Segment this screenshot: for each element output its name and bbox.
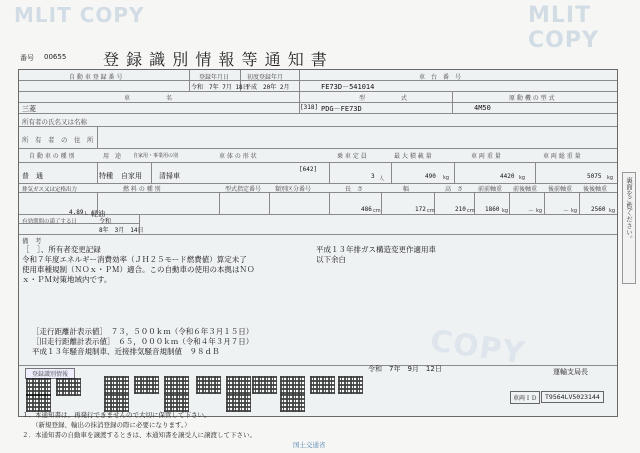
label-owner-address: 所 有 者 の 住 所 <box>22 136 94 144</box>
label-height: 高 さ <box>445 186 464 193</box>
label-length: 長 さ <box>345 186 364 193</box>
label-fuel-type: 燃 料 の 種 別 <box>123 186 161 193</box>
car-name: 三菱 <box>22 105 36 113</box>
width-unit: cm <box>427 208 435 214</box>
rear-rear-axle-unit: kg <box>609 208 616 214</box>
label-gross-weight: 車 両 総 重 量 <box>543 153 581 160</box>
registration-table <box>18 69 618 417</box>
vehicle-kind: 普 通 <box>22 172 43 180</box>
expiry-era: 令和 <box>99 218 112 225</box>
label-chassis-number: 車 台 番 号 <box>419 74 462 81</box>
footer-note-3: ２．本通知書の自動車を譲渡するときは、本通知書を譲受人に譲渡して下さい。 <box>22 431 256 439</box>
remarks-right-2: 以下余白 <box>316 255 346 264</box>
capacity: 3 <box>371 173 375 180</box>
use-private: 自家用 <box>121 172 142 180</box>
label-max-load: 最 大 積 載 量 <box>394 153 432 160</box>
remarks-line-4: ｘ・ＰＭ対策地域内です。 <box>22 275 112 284</box>
vehicle-id-value: T9564LV5023144 <box>541 391 604 403</box>
label-car-name: 車 名 <box>124 95 173 102</box>
front-rear-axle: － <box>528 208 535 215</box>
watermark-left: MLIT COPY <box>14 3 145 27</box>
label-emission: 排気ガス又は定格出力 <box>22 187 78 193</box>
registration-id-code-10 <box>310 376 335 394</box>
vehicle-weight: 4420 <box>500 173 515 180</box>
registration-id-code-11 <box>338 376 363 394</box>
rear-front-axle-unit: kg <box>571 208 578 214</box>
issue-date: 令和 7年 9月 12日 <box>368 365 442 373</box>
body-shape: 清掃車 <box>159 172 180 180</box>
emission-value: 4.89 <box>69 209 84 216</box>
label-registration-date: 登録年月日 <box>199 74 230 81</box>
use: 特種 <box>99 172 113 180</box>
registration-id-code-8 <box>252 376 277 394</box>
first-registration-date: 平成 20年 2月 <box>245 84 290 91</box>
ministry-mark: 国土交通省 <box>293 441 326 449</box>
rear-rear-axle: 2560 <box>591 206 606 213</box>
label-width: 幅 <box>403 186 410 193</box>
label-front-front-axle: 前前軸重 <box>478 186 503 193</box>
label-vehicle-kind: 自 動 車 の 種 別 <box>29 153 75 160</box>
registration-id-code-9 <box>280 376 305 394</box>
front-front-axle: 1860 <box>485 206 500 213</box>
capacity-unit: 人 <box>379 176 385 182</box>
number-label: 番号 <box>20 54 34 62</box>
watermark-center: COPY <box>428 323 528 372</box>
label-body-shape: 車 体 の 形 状 <box>219 153 257 160</box>
noise-regulation: 平成１３年騒音規制車、近接排気騒音規制値 ９８ｄＢ <box>32 347 220 356</box>
height: 210 <box>455 206 466 213</box>
engine-model: 4M50 <box>474 104 491 112</box>
label-model: 型 式 <box>359 95 408 102</box>
registration-id-code-5 <box>164 376 189 394</box>
registration-id-code-3 <box>104 376 129 394</box>
registration-id-code-7 <box>226 376 251 394</box>
remarks-line-2: 令和７年度エネルギー消費効率（ＪＨ２５モード燃費値）算定未了 <box>22 255 247 264</box>
odometer-current: ［走行距離計表示値］ ７３，５００ｋｍ（令和６年３月１５日） <box>32 327 254 336</box>
fuel-type: 軽油 <box>91 210 105 218</box>
footer-note-1: １．本通知書は、再発行できませんので大切に保管して下さい。 <box>22 411 211 419</box>
length: 486 <box>361 206 372 213</box>
label-rear-front-axle: 後前軸重 <box>548 186 573 193</box>
label-vehicle-weight: 車 両 重 量 <box>471 153 501 160</box>
rear-front-axle: － <box>563 208 570 215</box>
width: 172 <box>415 206 426 213</box>
odometer-previous: ［旧走行距離計表示値］ ６５，０００ｋｍ（令和４年３月７日） <box>32 337 254 346</box>
registration-id-code-14 <box>226 394 251 412</box>
label-use: 用 途 <box>103 153 122 160</box>
max-load-unit: kg <box>443 175 450 181</box>
emission-unit: L <box>85 211 88 217</box>
model: PDG－FE73D <box>321 105 362 113</box>
front-front-axle-unit: kg <box>502 208 509 214</box>
label-class-number: 類別区分番号 <box>275 186 312 193</box>
label-capacity: 乗 車 定 員 <box>337 153 367 160</box>
body-code: [642] <box>299 166 318 173</box>
chassis-number: FE73D－541014 <box>321 83 375 91</box>
height-unit: cm <box>467 208 475 214</box>
registration-id-code-4 <box>134 376 159 394</box>
label-expiry: 有効期間の満了する日 <box>22 219 78 225</box>
model-code: [318] <box>300 104 319 111</box>
front-rear-axle-unit: kg <box>536 208 543 214</box>
label-rear-rear-axle: 後後軸重 <box>583 186 608 193</box>
side-note-box <box>622 172 636 284</box>
label-engine-model: 原 動 機 の 型 式 <box>509 95 555 102</box>
label-first-registration: 初度登録年月 <box>247 74 284 81</box>
issuing-office: 運輸支局長 <box>553 368 588 376</box>
label-registration-id: 登録識別情報 <box>25 368 75 379</box>
label-owner-name: 所有者の氏名又は名称 <box>22 118 87 126</box>
gross-weight-unit: kg <box>607 175 614 181</box>
label-type-number: 型式指定番号 <box>225 186 262 193</box>
label-front-rear-axle: 前後軸重 <box>513 186 538 193</box>
remarks-line-1: ［ ］、所有者変更記録 <box>22 245 101 254</box>
vehicle-weight-unit: kg <box>519 175 526 181</box>
vehicle-id-label: 車両ＩＤ <box>510 391 540 404</box>
certificate-number: 00655 <box>44 53 67 61</box>
document-title: 登 録 識 別 情 報 等 通 知 書 <box>103 50 328 69</box>
label-registration-number: 自 動 車 登 録 番 号 <box>69 74 123 81</box>
gross-weight: 5075 <box>587 173 602 180</box>
length-unit: cm <box>373 208 381 214</box>
side-note-text: 裏面をご覧ください。 <box>625 177 633 242</box>
registration-date: 令和 7年 7月 18日 <box>191 84 249 91</box>
label-use-type: 自家用・事業用の別 <box>133 153 179 159</box>
registration-id-code-2 <box>56 378 81 396</box>
registration-id-code-6 <box>196 376 221 394</box>
footer-note-2: （新規登録、輸出の抹消登録の際に必要になります。） <box>32 421 191 429</box>
remarks-line-3: 使用車種規制（ＮＯｘ・ＰＭ）適合。この自動車の使用の本拠はＮＯ <box>22 265 255 274</box>
remarks-right-1: 平成１３年排ガス構造変更作適用車 <box>316 245 436 254</box>
watermark-right: MLIT COPY <box>528 3 599 53</box>
max-load: 490 <box>425 173 436 180</box>
label-remarks: 備 考 <box>22 237 42 245</box>
expiry-date: 8年 3月 14日 <box>99 227 144 234</box>
registration-id-code-15 <box>280 394 305 412</box>
